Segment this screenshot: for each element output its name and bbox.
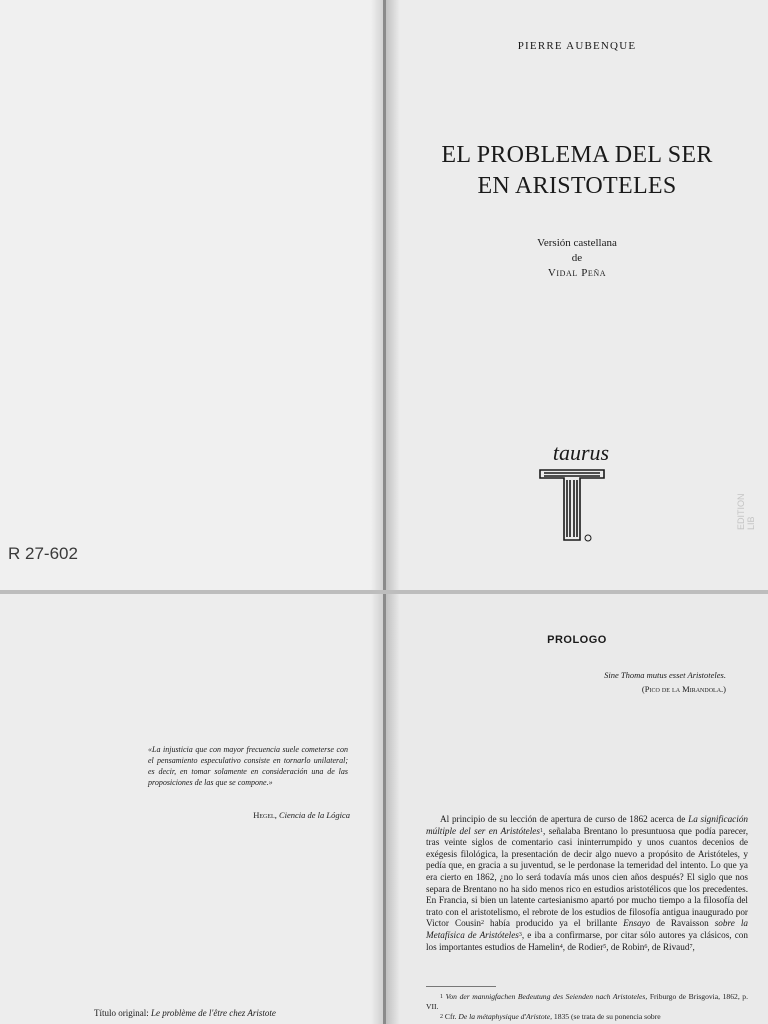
spine-gutter: [383, 0, 386, 1024]
body-italic-run: sobre la Metafísica de Aristóteles: [426, 918, 748, 940]
body-italic-run: La significación múltiple del ser en Aristóteles: [426, 814, 749, 836]
version-label: Versión castellana: [537, 237, 617, 249]
footnote-2-rest: 1835 (se trata de su ponencia sobre: [552, 1012, 661, 1021]
footnotes: [426, 992, 748, 1022]
epigraph-page: [0, 594, 383, 1024]
body-text-run: Al principio de su lección de apertura de curso de 1862 acerca de: [440, 814, 689, 824]
prologue-page: [386, 594, 768, 1024]
body-text-run: , señalaba Brentano lo presuntuosa que podía parecer, tras veinte siglos de comentario casi ininterrumpido y unos cuantos decenios de exégesis filológica, la presentación de decir algo nuevo a propósito de Aristóteles, y pedía que, en gracia a su juventud, se le perdonase la temeridad del intento. Lo que ya era cierto en 1862, ¿no lo será todavía más unos cien años después? El siglo que nos separa de Brentano no ha sido menos rico en estudios aristotélicos que los precedentes. En Francia, si bien un latente cartesianismo apartó por mucho tiempo a la filosofía del trato con el aristotelismo, el rebrote de los estudios de filosofía antigua inaugurado por Victor Cousin: [426, 825, 748, 929]
prologue-paragraph: Al principio de su lección de apertura de curso de 1862 acerca de La significación múltiple del ser en Aristóteles$^1$, señalaba Brentano lo presuntuosa que podía parecer, tras veinte siglos de comentario casi ininterrumpido y unos cuantos decenios de exégesis filológica, la presentación de decir algo nuevo a propósito de Aristóteles, y pedía que, en gracia a su juventud, se le perdonase la temeridad del intento. Lo que ya era cierto en 1862, ¿no lo será todavía más unos cien años después? El siglo que nos separa de Brentano no ha sido menos rico en estudios aristotélicos que los precedentes. En Francia, si bien un latente cartesianismo apartó por mucho tiempo a la filosofía del trato con el aristotelismo, el rebrote de los estudios de filosofía antigua inaugurado por Victor Cousin$^2$ había producido ya el brillante Ensayo de Ravaisson sobre la Metafísica de Aristóteles$^3$, e iba a confirmarse, por citar sólo autores ya clásicos, con los importantes estudios de Hamelin$^4$, de Rodier$^5$, de Robin$^6$, de Rivaud$^7$,: [426, 814, 749, 952]
body-text-run: había producido ya el brillante: [483, 918, 624, 929]
book-title-line-1: EL PROBLEMA DEL SER: [441, 142, 713, 168]
version-de: de: [571, 252, 583, 264]
book-title: [386, 140, 768, 202]
footnote-ref: 3: [518, 931, 522, 938]
body-text-run: , de Rodier: [562, 941, 604, 952]
original-title-line: [94, 1008, 276, 1018]
taurus-t-icon: [536, 466, 616, 546]
footnote-ref: 1: [539, 827, 543, 834]
footnote-2-lead: Cfr.: [444, 1012, 459, 1021]
book-title-line-2: EN ARISTOTELES: [477, 173, 677, 199]
footnote-ref: 4: [559, 943, 563, 950]
scan-divider: [0, 590, 768, 594]
original-title: Le problème de l'être chez Aristote: [151, 1008, 276, 1018]
author-name: PIERRE AUBENQUE: [517, 40, 637, 52]
translation-credit: [386, 236, 768, 281]
epigraph-work: Ciencia de la Lógica: [278, 810, 350, 820]
translator-name: Vidal Peña: [547, 267, 607, 279]
body-italic-run: Ensayo: [623, 918, 651, 929]
footnote-rule: [426, 986, 496, 987]
prologue-motto: [566, 668, 726, 696]
footnote-1-italic: Von der mannigfachen Bedeutung des Seienden nach Aristoteles,: [445, 992, 648, 1001]
footnote-2-italic: De la métaphysique d'Aristote,: [458, 1012, 552, 1021]
publisher-logo: [516, 440, 636, 551]
epigraph-attribution: Hegel, Ciencia de la Lógica: [253, 810, 350, 820]
epigraph-quote: «La injusticia que con mayor frecuencia suele cometerse con el pensamiento especulativo consiste en tornarlo unilateral; es decir, en tomar solamente en consideración una de las proposiciones de las que se compone.»: [148, 745, 348, 787]
epigraph-author: Hegel: [253, 810, 275, 820]
footnote-1-rest: Friburgo de Brisgovia, 1862, p. VII.: [426, 992, 748, 1011]
footnote-2: $^2$ Cfr. De la métaphysique d'Aristote, 1835 (se trata de su ponencia sobre: [440, 1012, 661, 1021]
faint-library-stamp: EDITION LIB: [736, 493, 756, 530]
publisher-name: taurus: [552, 440, 610, 465]
handwritten-stamp: R 27-602: [8, 544, 78, 563]
footnote-ref: 6: [644, 943, 648, 950]
body-text-run: , e iba a confirmarse, por citar sólo autores ya clásicos, con los importantes estudios de Hamelin: [426, 929, 748, 952]
bleed-through-stamp: [8, 544, 78, 564]
footnote-ref: 7: [689, 943, 693, 950]
motto-source: (Pico de la Mirandola.): [641, 684, 726, 694]
footnote-ref: 2: [480, 920, 484, 927]
prologue-heading: PROLOGO: [547, 634, 607, 646]
body-text-run: , de Robin: [606, 941, 645, 952]
title-page: [386, 0, 768, 590]
original-title-label: Título original:: [94, 1008, 149, 1018]
motto-text: Sine Thoma mutus esset Aristoteles.: [604, 670, 726, 680]
footnote-ref: 5: [603, 943, 607, 950]
blank-left-page-top: [0, 0, 383, 590]
body-text-run: , de Rivaud: [647, 941, 690, 952]
prologue-body: [426, 814, 748, 953]
body-text-run: de Ravaisson: [650, 918, 715, 929]
footnote-1: $^1$ Von der mannigfachen Bedeutung des Seienden nach Aristoteles, Friburgo de Brisgovia, 1862, p. VII.: [426, 992, 748, 1011]
